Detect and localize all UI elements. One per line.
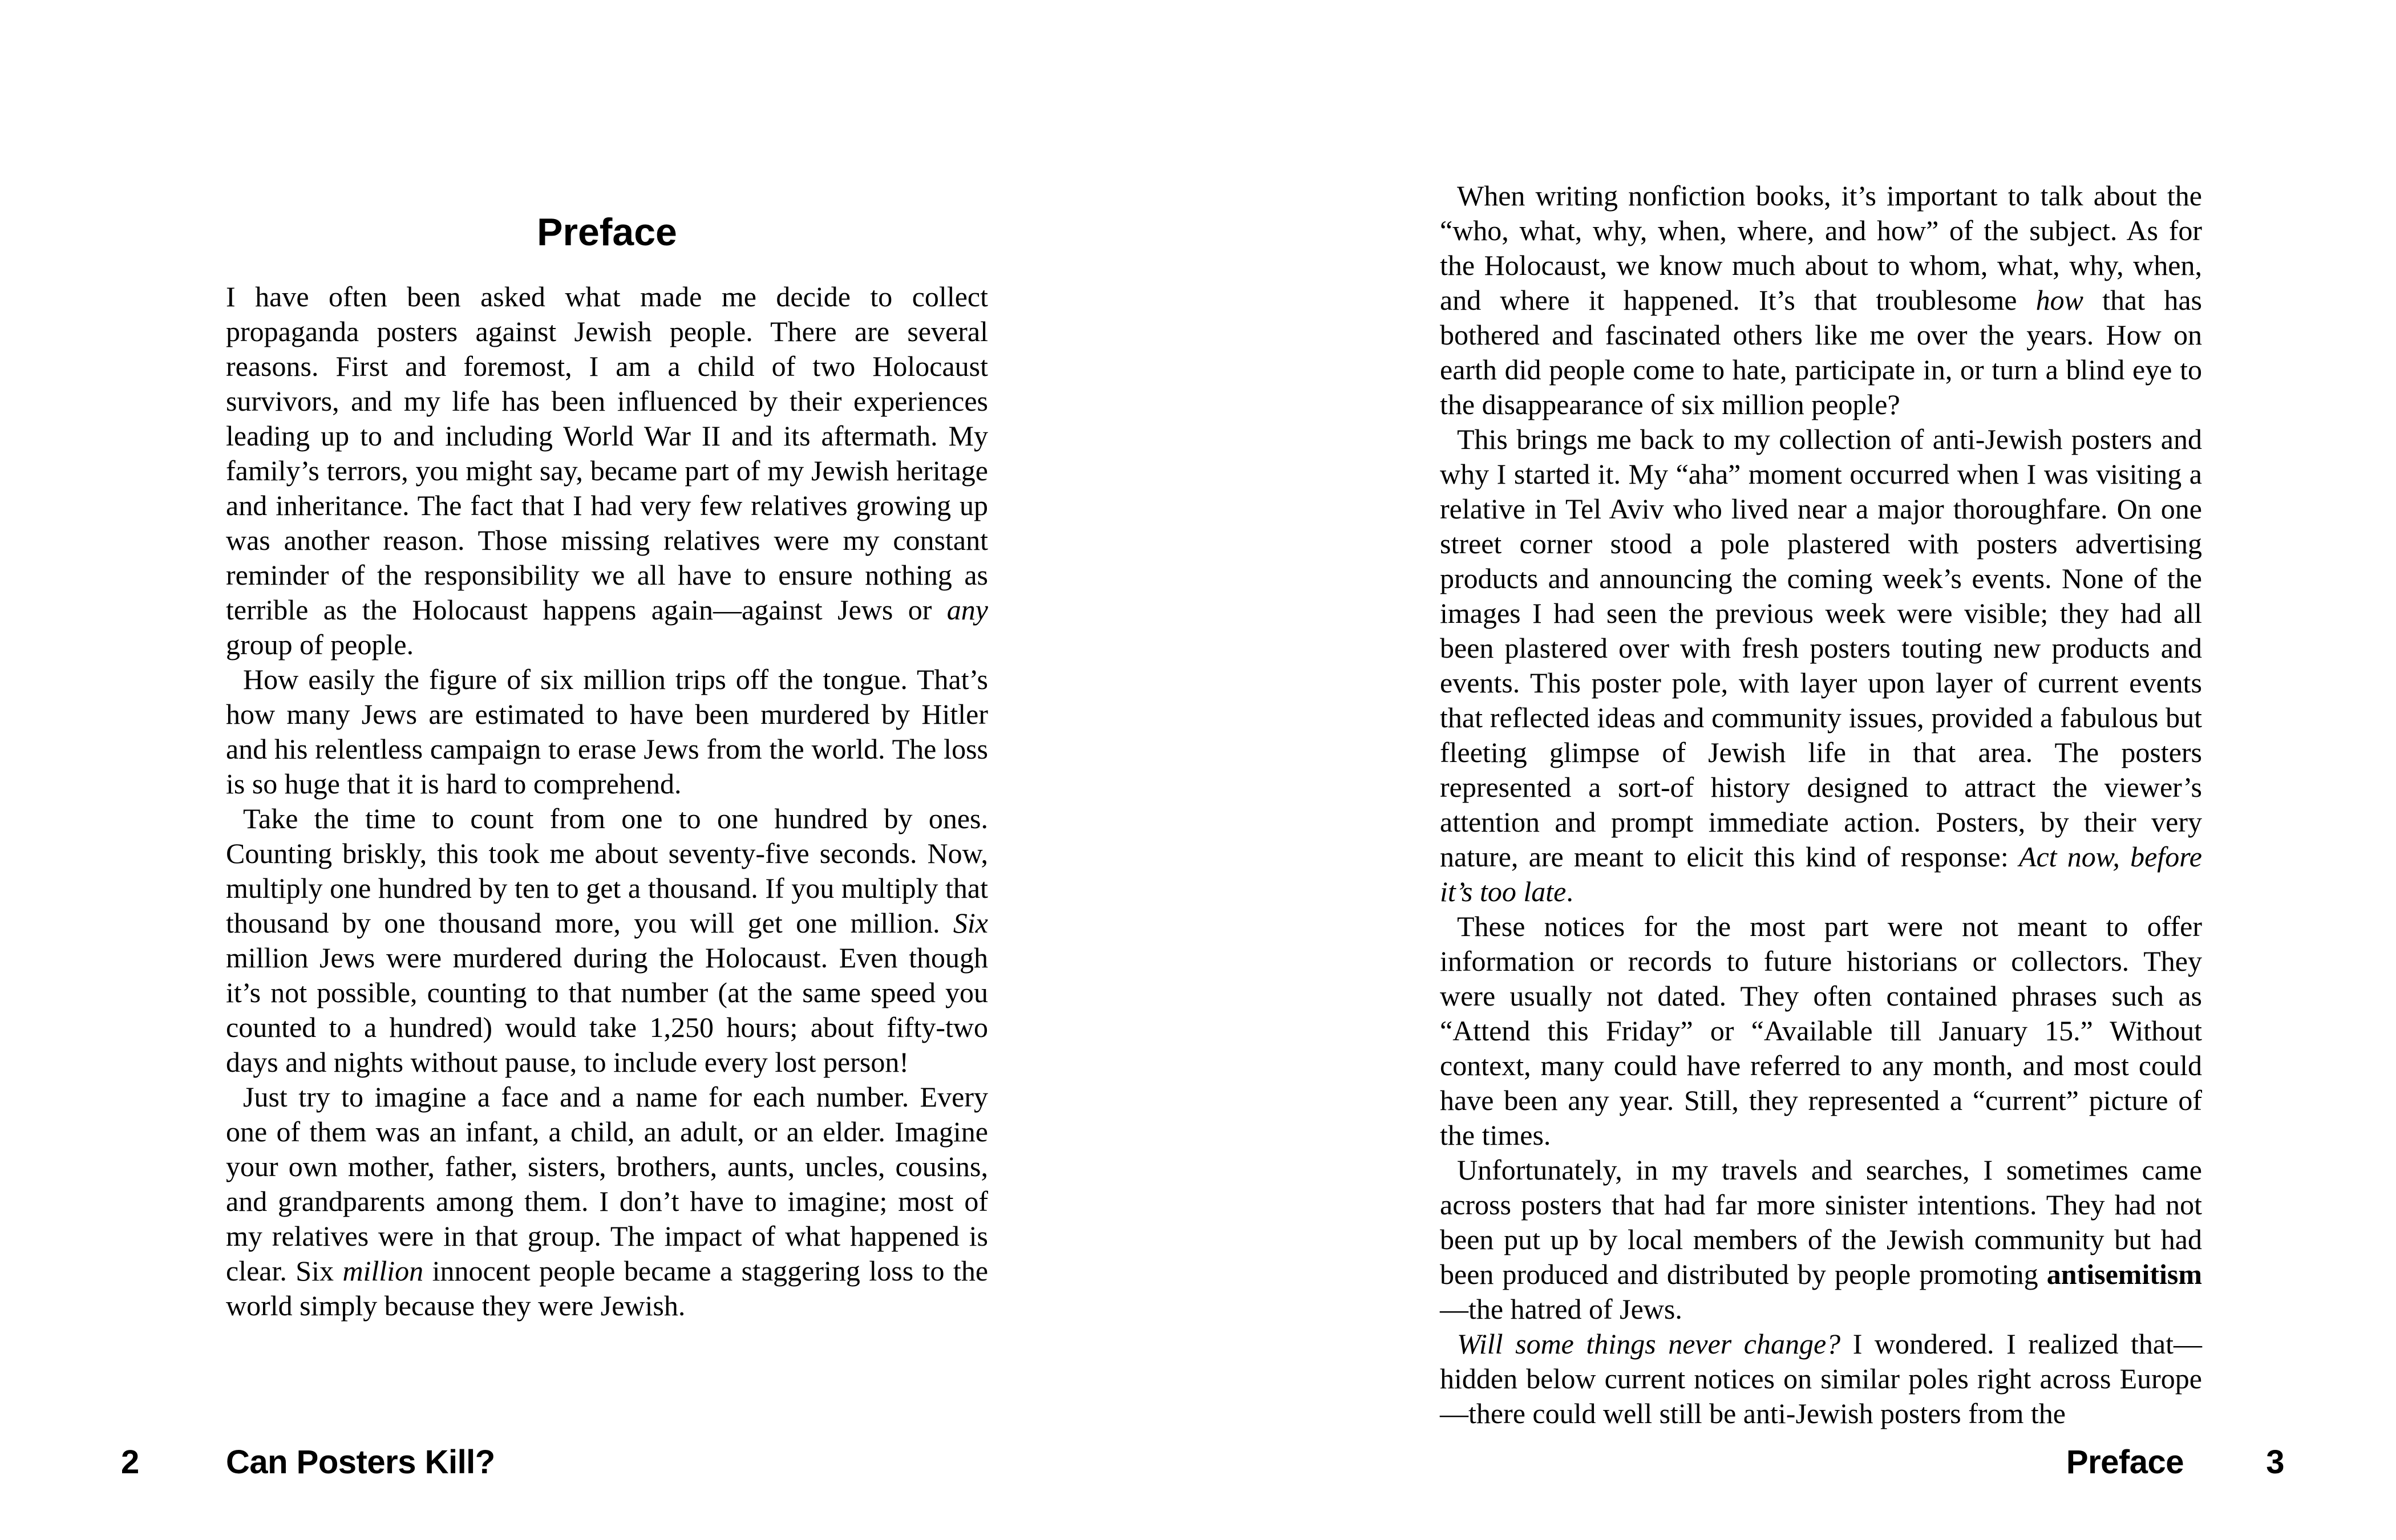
- body-paragraph: [1440, 1153, 2202, 1327]
- running-head-book-title: Can Posters Kill?: [226, 1444, 495, 1481]
- body-paragraph: [226, 1080, 988, 1323]
- text-run: how: [2035, 284, 2083, 316]
- left-page-body: [226, 279, 988, 1323]
- text-run: any: [946, 594, 988, 626]
- text-run: Just try to imagine a face and a name for each number. Every one of them was an infant, a child, an adult, or an elder. Imagine your own mother, father, sisters, brothers, aunts, uncles, cousins, and grandparents among them. I don’t have to imagine; most of my relatives were in that group. The impact of what happened is clear. Six: [226, 1081, 988, 1287]
- body-paragraph: [1440, 179, 2202, 422]
- text-run: that has bothered and fascinated others like me over the years. How on earth did people come to hate, participate in, or turn a blind eye to the disappearance of six million people?: [1440, 284, 2202, 420]
- text-run: These notices for the most part were not meant to offer information or records to future historians or collectors. They were usually not dated. They often contained phrases such as “Attend this Friday” or “Available till January 15.” Without context, many could have referred to any month, and most could have been any year. Still, they represented a “current” picture of the times.: [1440, 910, 2202, 1151]
- text-run: Six: [953, 907, 988, 939]
- page-number-right: 3: [2266, 1444, 2284, 1481]
- chapter-title: Preface: [537, 210, 677, 254]
- text-run: Unfortunately, in my travels and searches, I sometimes came across posters that had far more sinister intentions. They had not been put up by local members of the Jewish community but had been produced and distributed by people promoting: [1440, 1154, 2202, 1290]
- text-run: innocent people became a staggering loss to the world simply because they were Jewish.: [226, 1255, 989, 1322]
- body-paragraph: [1440, 1327, 2202, 1431]
- text-run: group of people.: [226, 629, 414, 660]
- text-run: million: [342, 1255, 424, 1287]
- running-head-chapter-title: Preface: [2066, 1444, 2184, 1481]
- body-paragraph: [1440, 909, 2202, 1153]
- right-page-body: [1440, 179, 2202, 1431]
- text-run: .: [1566, 876, 1573, 907]
- body-paragraph: [226, 662, 988, 801]
- text-run: I have often been asked what made me decide to collect propaganda posters against Jewish people. There are several reasons. First and foremost, I am a child of two Holocaust survivors, and my life has been influenced by their experiences leading up to and including World War II and its aftermath. My family’s terrors, you might say, became part of my Jewish heritage and inheritance. The fact that I had very few relatives growing up was another reason. Those missing relatives were my constant reminder of the responsibility we all have to ensure nothing as terrible as the Holocaust happens again—against Jews or: [226, 281, 988, 626]
- text-run: This brings me back to my collection of anti-Jewish posters and why I started it. My “aha” moment occurred when I was visiting a relative in Tel Aviv who lived near a major thoroughfare. On one street corner stood a pole plastered with posters advertising products and announcing the coming week’s events. None of the images I had seen the previous week were visible; they had all been plastered over with fresh posters touting new products and events. This poster pole, with layer upon layer of current events that reflected ideas and community issues, provided a fabulous but fleeting glimpse of Jewish life in that area. The posters represented a sort-of history designed to attract the viewer’s attention and prompt immediate action. Posters, by their very nature, are meant to elicit this kind of response:: [1440, 423, 2202, 873]
- text-run: million Jews were murdered during the Holocaust. Even though it’s not possible, counting to that number (at the same speed you counted to a hundred) would take 1,250 hours; about fifty-two days and nights without pause, to include every lost person!: [226, 942, 988, 1078]
- text-run: When writing nonfiction books, it’s important to talk about the “who, what, why, when, where, and how” of the subject. As for the Holocaust, we know much about to whom, what, why, when, and where it happened. It’s that troublesome: [1440, 180, 2202, 316]
- text-run: I wondered. I realized that—hidden below current notices on similar poles right across Europe—there could well still be anti-Jewish posters from the: [1440, 1328, 2202, 1429]
- text-run: —the hatred of Jews.: [1440, 1293, 1682, 1325]
- text-run: antisemitism: [2046, 1258, 2202, 1290]
- page-number-left: 2: [121, 1444, 139, 1481]
- body-paragraph: [226, 279, 988, 662]
- text-run: Act now, before it’s too late: [1440, 841, 2202, 907]
- text-run: Will some things never change?: [1457, 1328, 1841, 1360]
- body-paragraph: [1440, 422, 2202, 909]
- text-run: How easily the figure of six million trips off the tongue. That’s how many Jews are estimated to have been murdered by Hitler and his relentless campaign to erase Jews from the world. The loss is so huge that it is hard to comprehend.: [226, 663, 988, 800]
- text-run: Take the time to count from one to one hundred by ones. Counting briskly, this took me about seventy-five seconds. Now, multiply one hundred by ten to get a thousand. If you multiply that thousand by one thousand more, you will get one million.: [226, 803, 988, 939]
- body-paragraph: [226, 801, 988, 1080]
